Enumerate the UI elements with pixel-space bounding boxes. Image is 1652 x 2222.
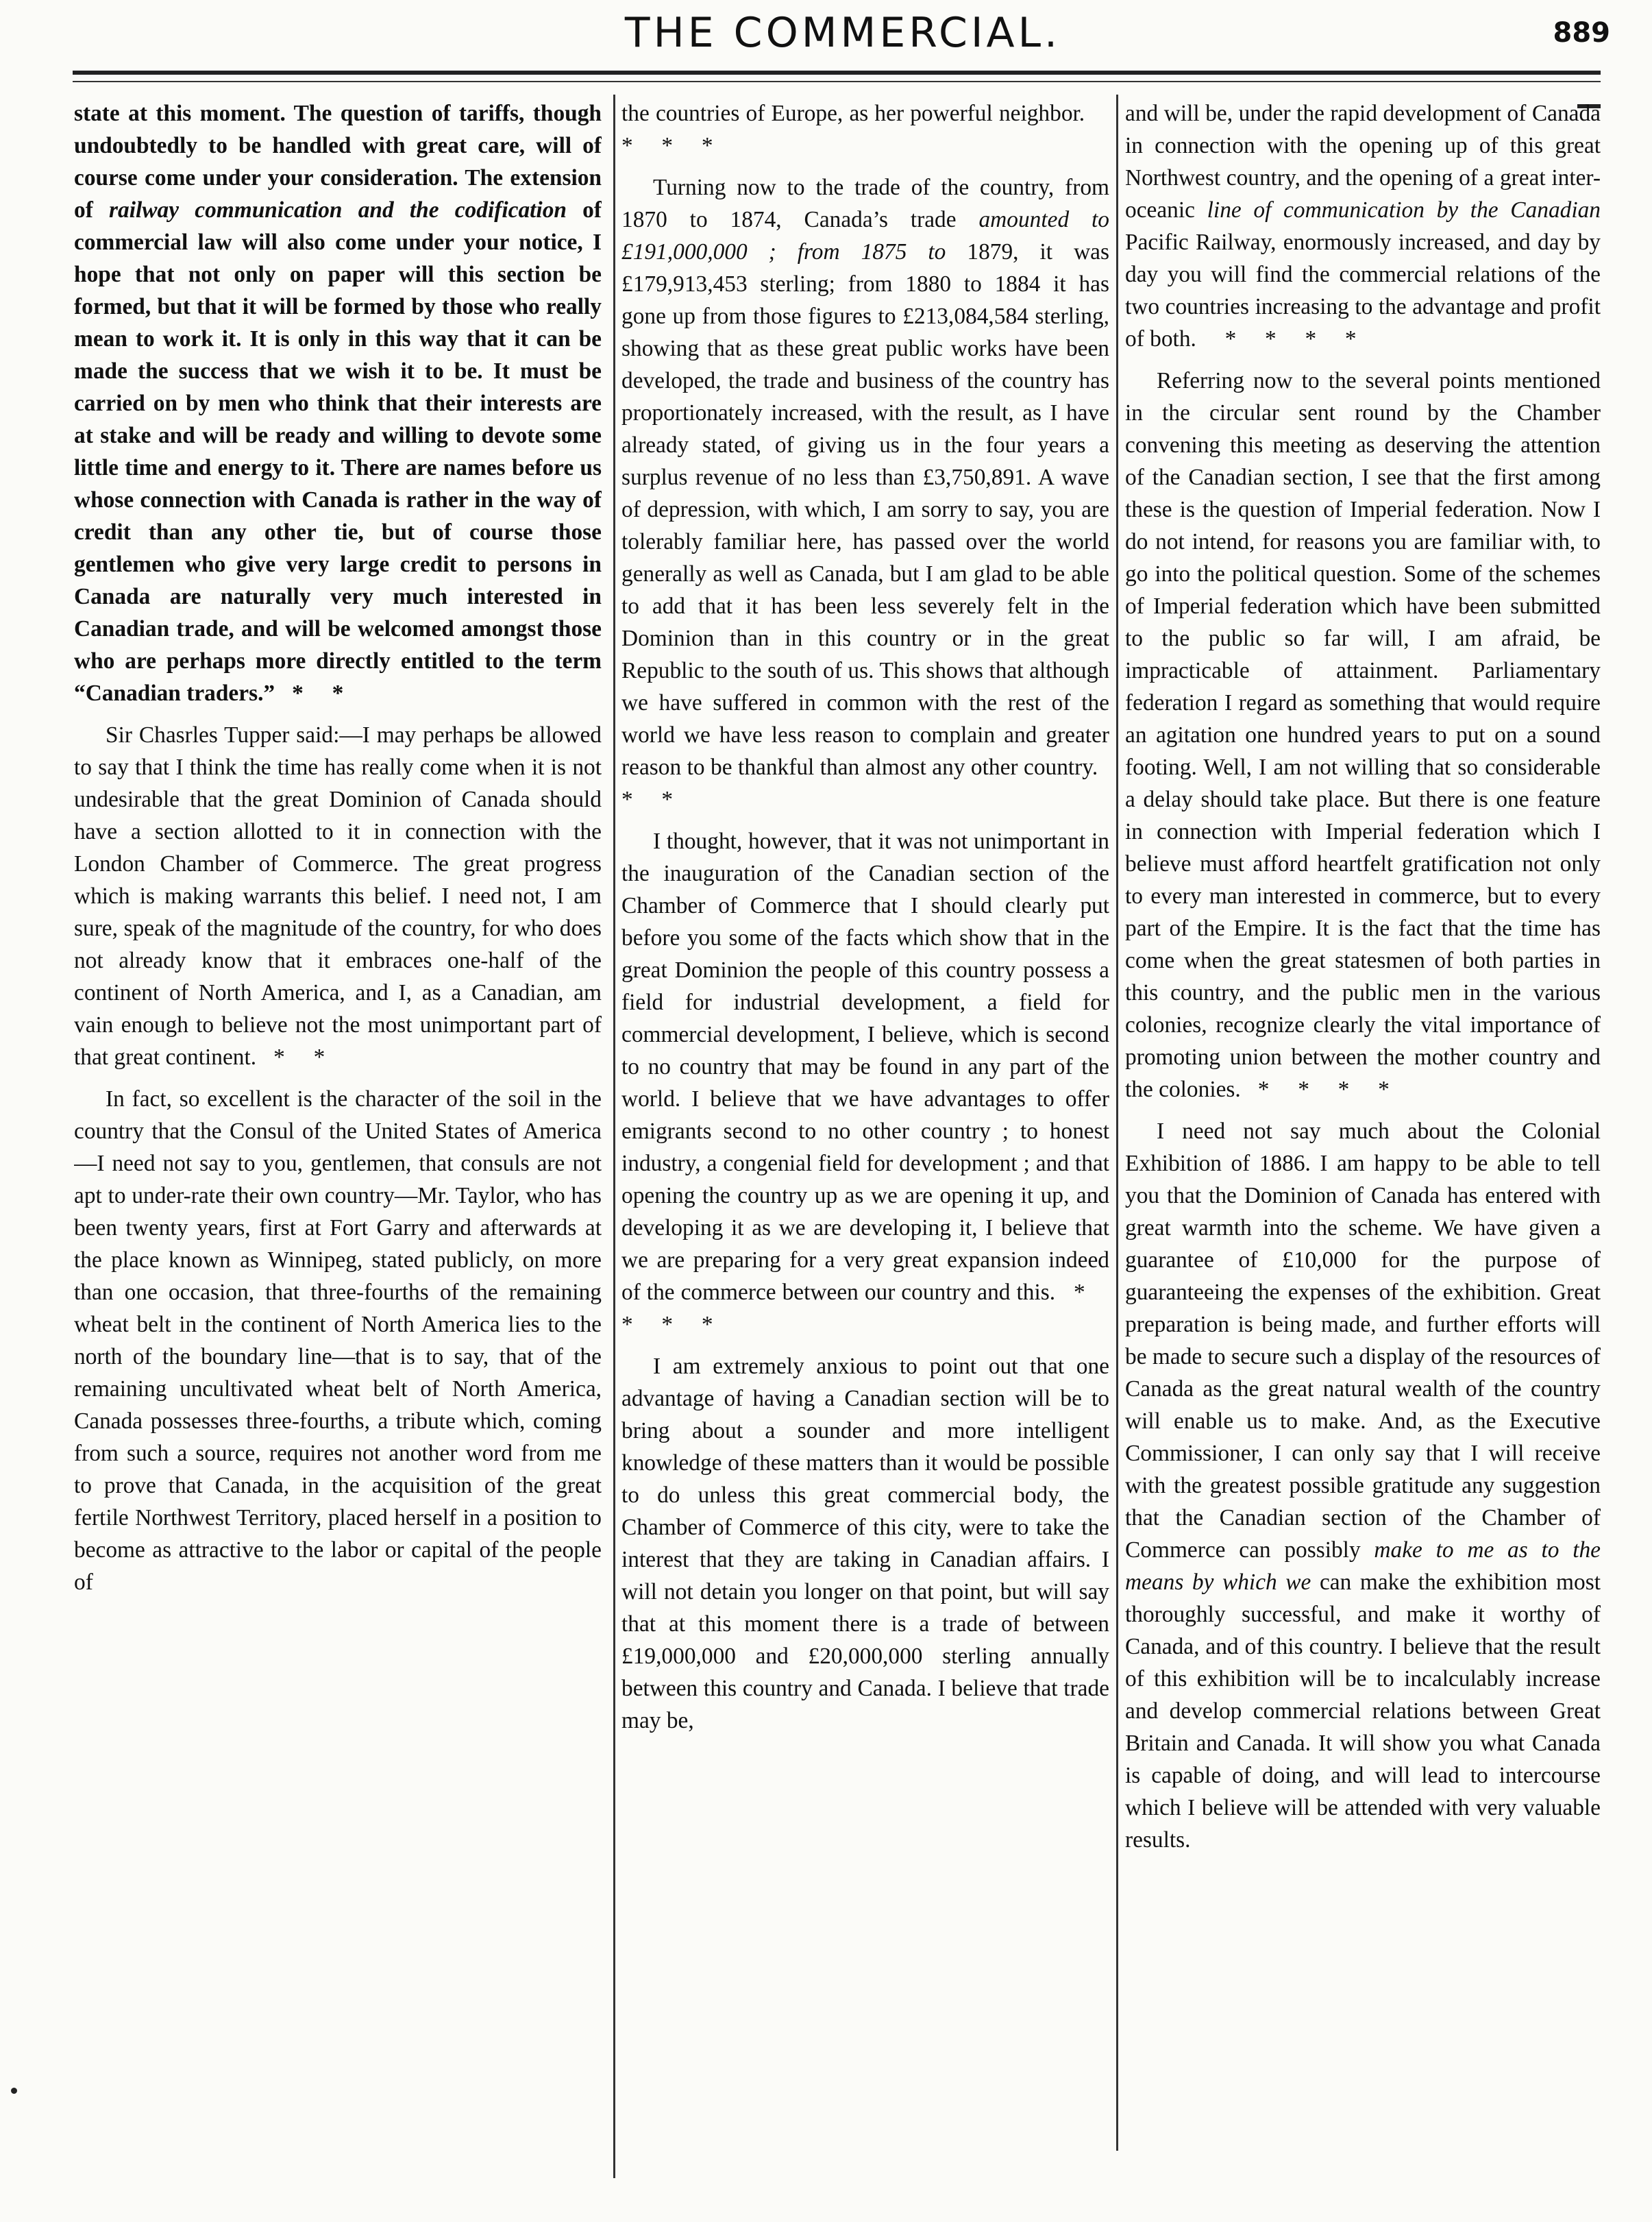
article-column-2 — [621, 97, 1109, 2186]
article-paragraph — [621, 171, 1109, 816]
article-paragraph — [74, 97, 602, 709]
article-paragraph — [621, 1350, 1109, 1737]
print-speck — [11, 2088, 17, 2094]
header-rule-thin — [73, 81, 1601, 82]
article-paragraph — [621, 825, 1109, 1341]
article-paragraph — [1125, 365, 1601, 1106]
text-run: of commercial law will also come under your notice, I hope that not only on paper will this section be formed, but that it will be formed by those who really mean to work it. It is only in this way that it can be made the success that we wish it to be. It must be carried on by men who think that their interests are at stake and will be ready and willing to devote some little time and energy to it. There are names before us whose connection with Canada is rather in the way of credit than any other tie, but of course those gentlemen who give very large credit to persons in Canada are naturally very much interested in Canadian trade, and will be welcomed amongst those who are perhaps more directly entitled to the term “Canadian traders.” * * — [74, 197, 602, 706]
article-paragraph — [621, 97, 1109, 162]
text-run: Pacific Railway, enormously increased, and day by day you will find the commercial relations of the two countries increasing to the advantage and profit of both. * * * * — [1125, 230, 1601, 352]
text-run: can make the exhibition most thoroughly successful, and make it worthy of Canada, and of this country. I believe that the result of this exhibition will be to incalculably increase and develop commercial relations between Great Britain and Canada. It will show you what Canada is capable of doing, and will lead to intercourse which I believe will be attended with very valuable results. — [1125, 1570, 1601, 1853]
column-divider-left — [613, 95, 615, 2178]
article-paragraph — [74, 719, 602, 1073]
text-run: Turning now to the trade of the country, from 1870 to 1874, Canada’s trade — [621, 175, 1109, 232]
text-run: Sir Chasrles Tupper said:—I may perhaps be allowed to say that I think the time has really come when it is not undesirable that the great Dominion of Canada should have a section allotted to it in connection with the London Chamber of Commerce. The great progress which is making warrants this belief. I need not, I am sure, speak of the magnitude of the country, for who does not already know that it embraces one-half of the continent of North America, and I, as a Canadian, am vain enough to believe not the most unimportant part of that great continent. * * — [74, 722, 602, 1070]
italic-text-run: railway communication and the codification — [109, 197, 567, 223]
text-run: In fact, so excellent is the character of the soil in the country that the Consul of the United States of America—I need not say to you, gentlemen, that consuls are not apt to under-rate their own country—Mr. Taylor, who has been twenty years, first at Fort Garry and afterwards at the place known as Winnipeg, stated publicly, on more than one occasion, that three-fourths of the remaining wheat belt in the continent of North America lies to the north of the boundary line—that is to say, that of the remaining uncultivated wheat belt of North America, Canada possesses three-fourths, a tribute which, coming from such a source, requires not another word from me to prove that Canada, in the acquisition of the great fertile Northwest Territory, placed herself in a position to become as attractive to the labor or capital of the people of — [74, 1086, 602, 1595]
article-column-3 — [1125, 97, 1601, 2186]
article-paragraph — [1125, 97, 1601, 355]
masthead — [75, 4, 1610, 62]
header-rule-thick — [73, 71, 1601, 75]
text-run: I need not say much about the Colonial Exhibition of 1886. I am happy to be able to tell you that the Dominion of Canada has entered with great warmth into the scheme. We have given a guarantee of £10,000 for the purpose of guaranteeing the expenses of the exhibition. Great preparation is being made, and further efforts will be made to secure such a display of the resources of Canada as the great natural wealth of the country will enable us to make. And, as the Executive Commissioner, I can only say that I will receive with the greatest possible gratitude any suggestion that the Canadian section of the Chamber of Commerce can possibly — [1125, 1119, 1601, 1563]
page-number: 889 — [1553, 17, 1610, 49]
italic-text-run: make to me as to the means by which we — [1125, 1537, 1601, 1595]
text-run: 1879, it was £179,913,453 sterling; from 1880 to 1884 it has gone up from those figures to £213,084,584 sterling, showing that as these great public works have been developed, the trade and business of the country has proportionately increased, with the result, as I have already stated, of giving us in the four years a surplus revenue of no less than £3,750,891. A wave of depression, with which, I am sorry to say, you are tolerably familiar here, has passed over the world generally as well as Canada, but I am glad to be able to add that it has been less severely felt in the Dominion than in this country or in the great Republic to the south of us. This shows that although we have suffered in common with the rest of the world we have less reason to complain and greater reason to be thankful than almost any other country. * * — [621, 239, 1109, 812]
italic-text-run: line of communication by the Canadian — [1207, 197, 1601, 223]
column-divider-right — [1116, 95, 1118, 2151]
article-column-1 — [74, 97, 602, 2186]
italic-text-run: amounted to £191,000,000 ; from 1875 to — [621, 207, 1109, 265]
text-run: Referring now to the several points mentioned in the circular sent round by the Chamber convening this meeting as deserving the attention of the Canadian section, I see that the first among these is the question of Imperial federation. Now I do not intend, for reasons you are familiar with, to go into the political question. Some of the schemes of Imperial federation which have been submitted to the public so far will, I am afraid, be impracticable of attainment. Parliamentary federation I regard as something that would require an agitation one hundred years to put on a sound footing. Well, I am not willing that so considerable a delay should take place. But there is one feature in connection with Imperial federation which I believe must afford heartfelt gratification not only to every man interested in commerce, but to every part of the Empire. It is the fact that the time has come when the great statesmen of both parties in this country, and the public men in the various colonies, recognize clearly the vital importance of promoting union between the mother country and the colonies. * * * * — [1125, 368, 1601, 1102]
masthead-title: THE COMMERCIAL. — [624, 9, 1061, 57]
article-paragraph — [74, 1083, 602, 1598]
text-run: and will be, under the rapid development of Canada in connection with the opening up of this great Northwest country, and the opening of a great inter-oceanic — [1125, 101, 1601, 223]
article-paragraph — [1125, 1115, 1601, 1856]
text-run: I thought, however, that it was not unimportant in the inauguration of the Canadian section of the Chamber of Commerce that I should clearly put before you some of the facts which show that in the great Dominion the people of this country possess a field for industrial development, a field for commercial development, I believe, which is second to no country that may be found in any part of the world. I believe that we have advantages to offer emigrants second to no other country ; to honest industry, a congenial field for development ; and that opening the country up as we are opening it up, and developing it as we are developing it, I believe that we are preparing for a very great expansion indeed of the commerce between our country and this. * * * * — [621, 829, 1109, 1337]
text-run: I am extremely anxious to point out that one advantage of having a Canadian section will be to bring about a sounder and more intelligent knowledge of these matters than it would be possible to do unless this great commercial body, the Chamber of Commerce of this city, were to take the interest that they are taking in Canadian affairs. I will not detain you longer on that point, but will say that at this moment there is a trade of between £19,000,000 and £20,000,000 sterling annually between this country and Canada. I believe that trade may be, — [621, 1354, 1109, 1733]
text-run: state at this moment. The question of tariffs, though undoubtedly to be handled with great care, will of course come under your consideration. The extension of — [74, 101, 602, 223]
text-run: the countries of Europe, as her powerful neighbor. * * * — [621, 101, 1109, 158]
